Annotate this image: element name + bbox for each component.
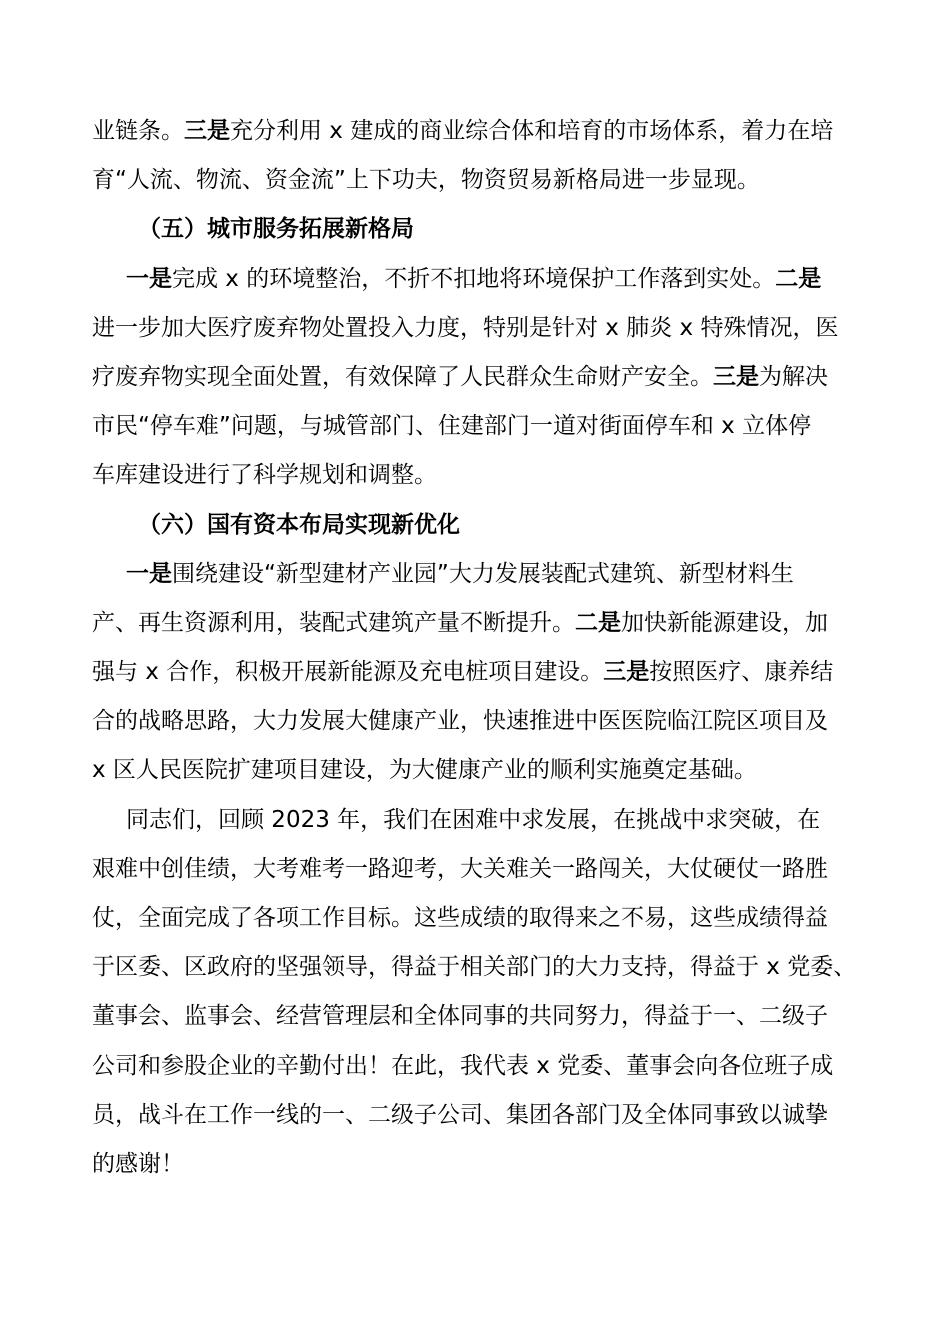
text-line: 仗，全面完成了各项工作目标。这些成绩的取得来之不易，这些成绩得益 xyxy=(92,905,828,931)
text-line: 进一步加大医疗废弃物处置投入力度，特别是针对 x 肺炎 x 特殊情况，医 xyxy=(92,314,839,341)
text-run: 充分利用 x 建成的商业综合体和培育的市场体系，着力在培 xyxy=(230,118,834,144)
text-line xyxy=(92,550,858,599)
text-line: 于区委、区政府的坚强领导，得益于相关部门的大力支持，得益于 x 党委、 xyxy=(92,954,857,981)
lead-phrase: 二是 xyxy=(775,265,822,292)
text-line: 市民“停车难”问题，与城管部门、住建部门一道对街面停车和 x 立体停 xyxy=(92,413,812,440)
text-line: 合的战略思路，大力发展大健康产业，快速推进中医医院临江院区项目及 xyxy=(92,708,828,735)
text-line: 艰难中创佳绩，大考难考一路迎考，大关难关一路闯关，大仗硬仗一路胜 xyxy=(92,855,828,882)
lead-phrase: 一是 xyxy=(126,560,172,587)
text-run: 疗废弃物实现全面处置，有效保障了人民群众生命财产安全。 xyxy=(92,363,713,390)
paragraph-urban-services xyxy=(92,255,858,501)
text-line xyxy=(92,353,858,402)
paragraph-trade xyxy=(92,107,858,205)
text-run: 为解决 xyxy=(759,363,828,390)
text-line xyxy=(92,255,858,304)
text-line xyxy=(92,107,858,156)
section-heading-6: （六）国有资本布局实现新优化 xyxy=(138,511,460,538)
text-line: 员，战斗在工作一线的一、二级子公司、集团各部门及全体同事致以诚挚 xyxy=(92,1101,828,1128)
text-run: 产、再生资源利用，装配式建筑产量不断提升。 xyxy=(92,609,575,636)
text-line: 育“人流、物流、资金流”上下功夫，物资贸易新格局进一步显现。 xyxy=(92,167,760,194)
text-line: 车库建设进行了科学规划和调整。 xyxy=(92,462,437,489)
text-line: 董事会、监事会、经营管理层和全体同事的共同努力，得益于一、二级子 xyxy=(92,1003,828,1030)
paragraph-state-capital xyxy=(92,550,858,796)
text-run: 强与 x 合作，积极开展新能源及充电桩项目建设。 xyxy=(92,659,604,686)
text-line: 公司和参股企业的辛勤付出！在此，我代表 x 党委、董事会向各位班子成 xyxy=(92,1052,834,1079)
text-run: 加快新能源建设，加 xyxy=(621,609,828,636)
text-run: 按照医疗、康养结 xyxy=(649,659,834,686)
lead-phrase: 三是 xyxy=(713,363,759,390)
text-line: x 区人民医院扩建项目建设，为大健康产业的顺利实施奠定基础。 xyxy=(92,757,757,784)
text-run: 完成 x 的环境整治，不折不扣地将环境保护工作落到实处。 xyxy=(172,265,776,292)
paragraph-review-thanks xyxy=(92,796,858,1190)
lead-phrase: 三是 xyxy=(603,659,650,686)
text-line xyxy=(92,599,858,648)
text-run: 业链条。 xyxy=(92,118,184,144)
lead-phrase: 一是 xyxy=(126,265,172,292)
text-line xyxy=(92,648,858,697)
lead-phrase: 二是 xyxy=(575,609,621,636)
section-heading-5: （五）城市服务拓展新格局 xyxy=(138,216,414,243)
text-run: 围绕建设“新型建材产业园”大力发展装配式建筑、新型材料生 xyxy=(172,560,794,587)
lead-phrase: 三是 xyxy=(184,118,230,144)
text-line: 同志们，回顾 2023 年，我们在困难中求发展，在挑战中求突破，在 xyxy=(126,806,821,833)
text-line: 的感谢！ xyxy=(92,1150,184,1177)
